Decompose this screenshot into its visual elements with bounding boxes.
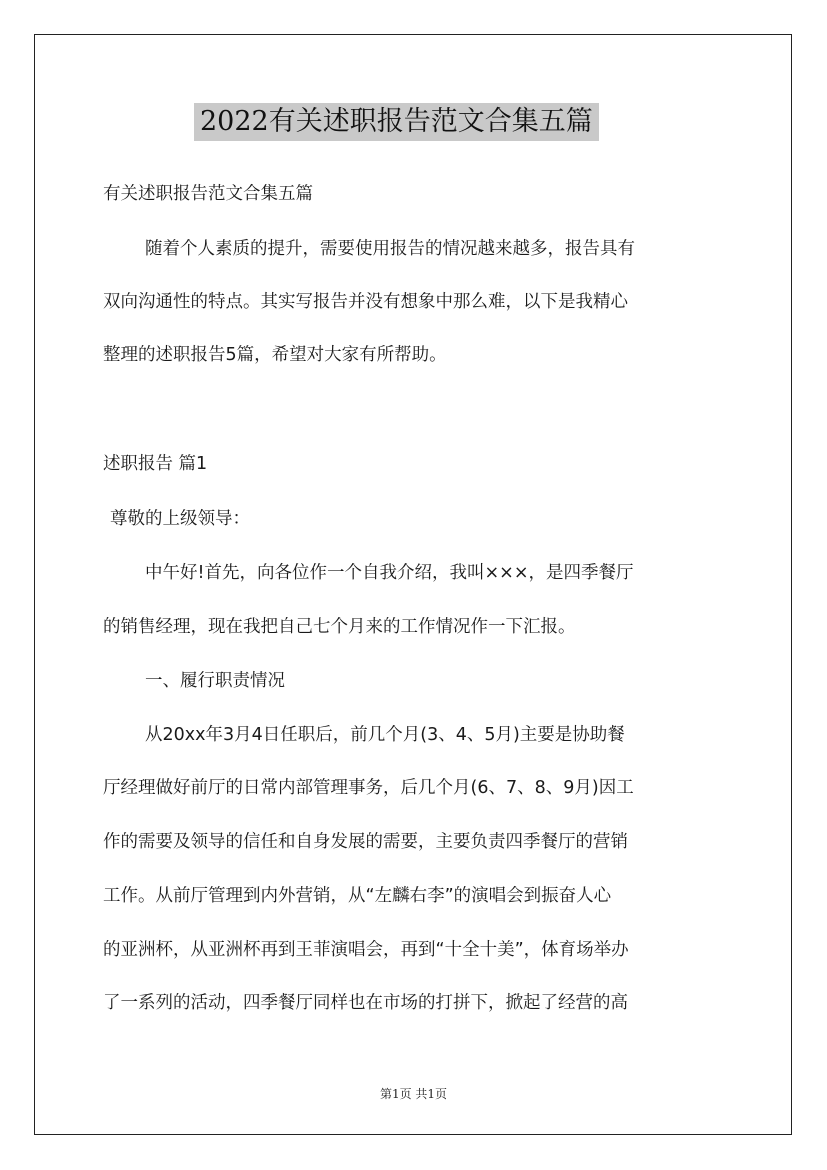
paragraph-line: 的销售经理，现在我把自己七个月来的工作情况作一下汇报。 [103,617,576,637]
salutation-line: 尊敬的上级领导： [110,509,250,529]
subheading-line: 一、履行职责情况 [145,671,285,691]
paragraph-line: 整理的述职报告5篇，希望对大家有所帮助。 [103,345,447,365]
paragraph-line: 的亚洲杯，从亚洲杯再到王菲演唱会，再到“十全十美”，体育场举办 [103,940,629,960]
paragraph-line: 厅经理做好前厅的日常内部管理事务，后几个月(6、7、8、9月)因工 [103,778,634,798]
page-footer: 第1页 共1页 [379,1087,448,1101]
section-heading: 述职报告 篇1 [103,454,208,474]
paragraph-line: 了一系列的活动，四季餐厅同样也在市场的打拼下，掀起了经营的高 [103,993,628,1013]
subtitle-line: 有关述职报告范文合集五篇 [103,184,313,204]
paragraph-line: 工作。从前厅管理到内外营销，从“左麟右李”的演唱会到振奋人心 [103,886,612,906]
paragraph-line: 作的需要及领导的信任和自身发展的需要，主要负责四季餐厅的营销 [103,832,628,852]
paragraph-line: 随着个人素质的提升，需要使用报告的情况越来越多，报告具有 [145,239,635,259]
document-title: 2022有关述职报告范文合集五篇 [194,103,599,141]
paragraph-line: 从20xx年3月4日任职后，前几个月(3、4、5月)主要是协助餐 [145,725,625,745]
paragraph-line: 双向沟通性的特点。其实写报告并没有想象中那么难，以下是我精心 [103,292,628,312]
paragraph-line: 中午好!首先，向各位作一个自我介绍，我叫×××，是四季餐厅 [145,563,634,583]
